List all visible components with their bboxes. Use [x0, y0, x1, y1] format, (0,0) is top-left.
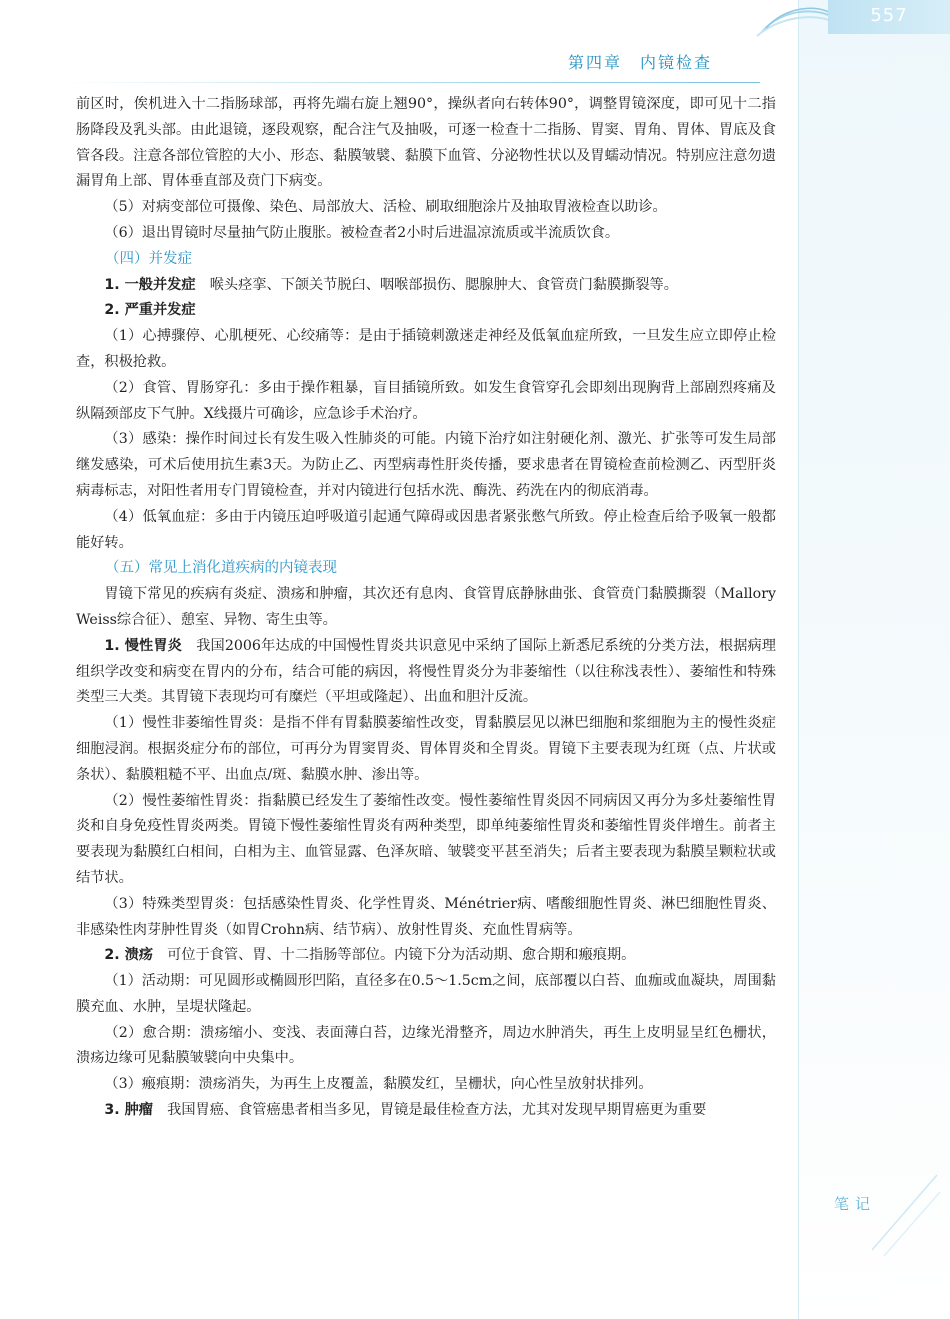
- paragraph: （2）慢性萎缩性胃炎：指黏膜已经发生了萎缩性改变。慢性萎缩性胃炎因不同病因又再分为多灶萎缩性胃炎和自身免疫性胃炎两类。胃镜下慢性萎缩性胃炎有两种类型，即单纯萎缩性胃炎和萎缩性胃炎伴增生。前者主要表现为黏膜红白相间，白相为主、血管显露、色泽灰暗、皱襞变平甚至消失；后者主要表现为黏膜呈颗粒状或结节状。: [76, 792, 776, 886]
- subsection-heading: 1. 一般并发症: [104, 276, 196, 293]
- subsection-text: 我国2006年达成的中国慢性胃炎共识意见中采纳了国际上新悉尼系统的分类方法，根据病理组织学改变和病变在胃内的分布，结合可能的病因，将慢性胃炎分为非萎缩性（以往称浅表性）、萎缩性和特殊类型三大类。其胃镜下表现均可有糜烂（平坦或隆起）、出血和胆汁反流。: [76, 637, 776, 706]
- notes-decoration-icon: [862, 1170, 942, 1260]
- paragraph: [76, 273, 776, 299]
- subsection-text: 我国胃癌、食管癌患者相当多见，胃镜是最佳检查方法，尤其对发现早期胃癌更为重要: [152, 1102, 707, 1119]
- subsection-heading: 2. 溃疡: [104, 947, 153, 964]
- paragraph: （6）退出胃镜时尽量抽气防止腹胀。被检查者2小时后进温凉流质或半流质饮食。: [104, 224, 620, 241]
- chapter-title: 第四章 内镜检查: [568, 53, 713, 72]
- subsection-heading: 2. 严重并发症: [104, 302, 196, 319]
- paragraph: （4）低氧血症：多由于内镜压迫呼吸道引起通气障碍或因患者紧张憋气所致。停止检查后给予吸氧一般都能好转。: [76, 508, 776, 551]
- paragraph: [76, 298, 776, 324]
- subsection-heading: 1. 慢性胃炎: [104, 637, 182, 654]
- page-body: [76, 92, 776, 1124]
- header-rule: [60, 82, 760, 83]
- paragraph: 前区时，俟机进入十二指肠球部，再将先端右旋上翘90°，操纵者向右转体90°，调整胃镜深度，即可见十二指肠降段及乳头部。由此退镜，逐段观察，配合注气及抽吸，可逐一检查十二指肠、胃窦、胃角、胃体、胃底及食管各段。注意各部位管腔的大小、形态、黏膜皱襞、黏膜下血管、分泌物性状以及胃蠕动情况。特别应注意勿遗漏胃角上部、胃体垂直部及贲门下病变。: [76, 96, 776, 190]
- paragraph: （1）慢性非萎缩性胃炎：是指不伴有胃黏膜萎缩性改变，胃黏膜层见以淋巴细胞和浆细胞为主的慢性炎症细胞浸润。根据炎症分布的部位，可再分为胃窦胃炎、胃体胃炎和全胃炎。胃镜下主要表现为红斑（点、片状或条状）、黏膜粗糙不平、出血点/斑、黏膜水肿、渗出等。: [76, 715, 776, 783]
- page-header: [0, 40, 950, 80]
- paragraph: （3）瘢痕期：溃疡消失，为再生上皮覆盖，黏膜发红，呈栅状，向心性呈放射状排列。: [104, 1076, 653, 1093]
- page-number-tab: [828, 0, 950, 34]
- paragraph: [76, 943, 776, 969]
- paragraph: （2）食管、胃肠穿孔：多由于操作粗暴，盲目插镜所致。如发生食管穿孔会即刻出现胸背上部剧烈疼痛及纵隔颈部皮下气肿。X线摄片可确诊，应急诊手术治疗。: [76, 379, 776, 422]
- section-heading: （四）并发症: [105, 250, 192, 267]
- subsection-text: 可位于食管、胃、十二指肠等部位。内镜下分为活动期、愈合期和瘢痕期。: [152, 947, 636, 964]
- notes-label: 笔记: [834, 1195, 877, 1213]
- paragraph: （5）对病变部位可摄像、染色、局部放大、活检、刷取细胞涂片及抽取胃液检查以助诊。: [104, 199, 667, 216]
- section-heading: （五）常见上消化道疾病的内镜表现: [105, 560, 337, 577]
- subsection-heading: 3. 肿瘤: [104, 1102, 153, 1119]
- page-number: 557: [870, 5, 908, 26]
- paragraph: （1）心搏骤停、心肌梗死、心绞痛等：是由于插镜刺激迷走神经及低氧血症所致，一旦发生应立即停止检查，积极抢救。: [76, 328, 776, 370]
- paragraph: （2）愈合期：溃疡缩小、变浅、表面薄白苔，边缘光滑整齐，周边水肿消失，再生上皮明显呈红色栅状，溃疡边缘可见黏膜皱襞向中央集中。: [76, 1024, 776, 1067]
- paragraph: （3）感染：操作时间过长有发生吸入性肺炎的可能。内镜下治疗如注射硬化剂、激光、扩张等可发生局部继发感染，可术后使用抗生素3天。为防止乙、丙型病毒性肝炎传播，要求患者在胃镜检查前检测乙、丙型肝炎病毒标志，对阳性者用专门胃镜检查，并对内镜进行包括水洗、酶洗、药洗在内的彻底消毒。: [76, 431, 776, 499]
- paragraph: [76, 634, 776, 711]
- paragraph: [76, 1098, 776, 1124]
- subsection-text: 喉头痉挛、下颌关节脱臼、咽喉部损伤、腮腺肿大、食管贲门黏膜撕裂等。: [195, 276, 678, 293]
- paragraph: （3）特殊类型胃炎：包括感染性胃炎、化学性胃炎、Ménétrier病、嗜酸细胞性胃炎、淋巴细胞性胃炎、非感染性肉芽肿性胃炎（如胃Crohn病、结节病）、放射性胃炎、充血性胃病等。: [76, 895, 776, 938]
- notes-margin-column: [798, 0, 950, 1319]
- paragraph: 胃镜下常见的疾病有炎症、溃疡和肿瘤，其次还有息肉、食管胃底静脉曲张、食管贲门黏膜撕裂（Mallory Weiss综合征）、憩室、异物、寄生虫等。: [76, 586, 776, 628]
- paragraph: （1）活动期：可见圆形或椭圆形凹陷，直径多在0.5～1.5cm之间，底部覆以白苔、血痂或血凝块，周围黏膜充血、水肿，呈堤状隆起。: [76, 973, 776, 1015]
